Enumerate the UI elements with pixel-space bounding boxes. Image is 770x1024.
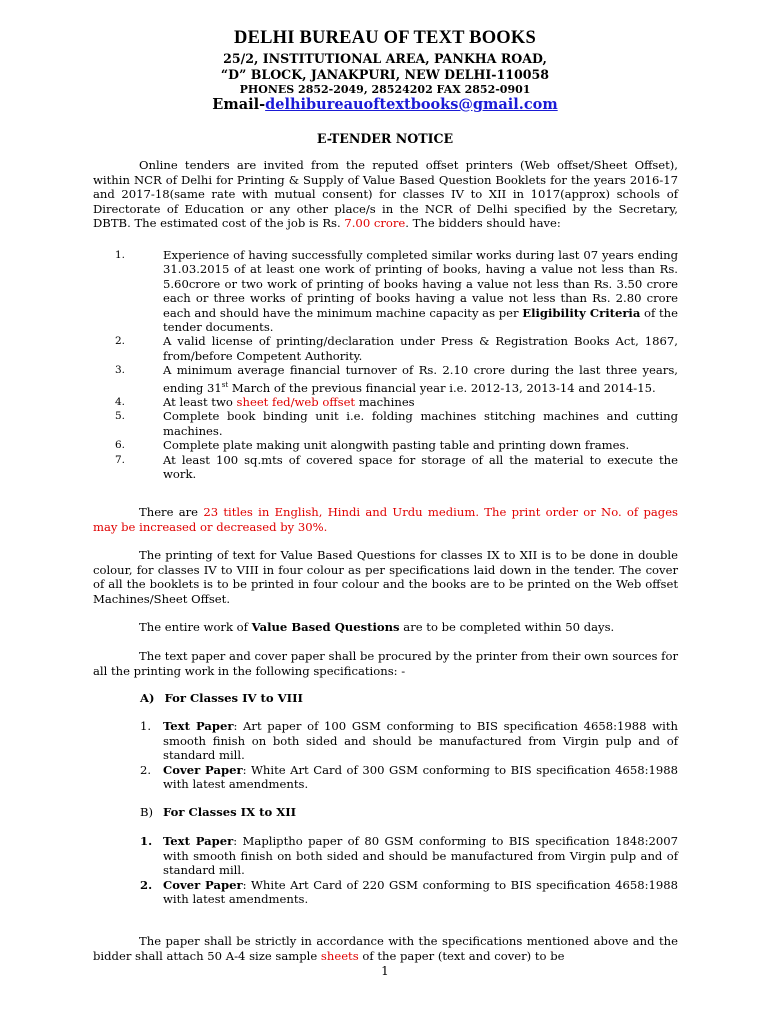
- spec-text: : White Art Card of 220 GSM conforming to BIS specification 4658:1988 with latest amendments.: [163, 877, 678, 907]
- list-item: [93, 453, 678, 482]
- list-number: 4.: [115, 395, 126, 408]
- list-text: machines: [355, 394, 415, 409]
- list-text: A minimum average financial turnover of Rs. 2.10 crore during the last three years, ending 31: [163, 363, 678, 395]
- spec-label: Cover Paper: [163, 877, 243, 892]
- section-title: For Classes IX to XII: [163, 805, 297, 819]
- paragraph-text: of the paper (text and cover) to be: [358, 948, 565, 963]
- spec-text: : Mapliptho paper of 80 GSM conforming to BIS specification 1848:2007 with smooth finish on both sided and should be manufactured from Virgin pulp and of standard mill.: [163, 834, 678, 878]
- notice-title: E-TENDER NOTICE: [316, 131, 454, 146]
- list-text-red: sheet fed/web offset: [236, 394, 356, 409]
- list-item: [140, 763, 678, 792]
- phone-line: PHONES 2852-2049, 28524202 FAX 2852-0901: [239, 83, 531, 96]
- list-item: [140, 719, 678, 763]
- paragraph-text: The paper shall be strictly in accordance with the specifications mentioned above and the bidder shall attach 50 A-4 size sample: [93, 934, 678, 963]
- section-b-list: [140, 834, 678, 907]
- address-line-1: 25/2, INSTITUTIONAL AREA, PANKHA ROAD,: [223, 51, 547, 66]
- section-b-heading: [140, 805, 296, 819]
- spec-text: : Art paper of 100 GSM conforming to BIS specification 4658:1988 with smooth finish on both sided and should be manufactured from Virgin pulp and of standard mill.: [163, 719, 678, 763]
- email-label: Email-: [212, 96, 266, 113]
- paper-paragraph: The text paper and cover paper shall be procured by the printer from their own sources for all the printing work in the following specifications: -: [93, 649, 678, 678]
- superscript: st: [221, 380, 229, 389]
- list-text: Complete plate making unit alongwith pasting table and printing down frames.: [163, 438, 630, 453]
- list-number: 5.: [115, 410, 126, 423]
- email-link[interactable]: delhibureauoftextbooks@gmail.com: [265, 96, 558, 113]
- list-item: [140, 878, 678, 907]
- spec-label: Text Paper: [163, 834, 234, 848]
- section-a-list: [140, 719, 678, 792]
- list-number: 6.: [115, 439, 126, 452]
- section-letter: A): [140, 691, 155, 705]
- estimated-cost: 7.00 crore: [344, 216, 406, 231]
- list-item: [93, 334, 678, 363]
- section-a-heading: [140, 691, 303, 705]
- list-text: A valid license of printing/declaration under Press & Registration Books Act, 1867, from/before Competent Authority.: [163, 334, 678, 363]
- printing-paragraph: The printing of text for Value Based Questions for classes IX to XII is to be done in double colour, for classes IV to VIII in four colour as per specifications laid down in the tender. The cover of all the booklets is to be printed in four colour and the books are to be printed on the Web offset Machines/Sheet Offset.: [93, 548, 678, 606]
- section-letter: B): [140, 805, 154, 819]
- intro-paragraph: [93, 158, 678, 231]
- paragraph-text-red: sheets: [320, 948, 359, 963]
- paragraph-text: The entire work of: [139, 620, 252, 634]
- list-item: [140, 834, 678, 878]
- address-line-2: “D” BLOCK, JANAKPURI, NEW DELHI-110058: [220, 67, 550, 82]
- list-number: 7.: [115, 453, 126, 466]
- completion-paragraph: [93, 620, 678, 635]
- list-number: 2.: [140, 877, 153, 892]
- list-text: At least 100 sq.mts of covered space for storage of all the material to execute the work.: [163, 452, 678, 481]
- list-item: [93, 395, 678, 409]
- list-text-bold: Eligibility Criteria: [522, 305, 641, 320]
- list-text: of the tender documents.: [163, 305, 678, 335]
- list-item: [93, 363, 678, 395]
- eligibility-list: [93, 248, 678, 481]
- intro-text: Online tenders are invited from the reputed offset printers (Web offset/Sheet Offset), within NCR of Delhi for Printing & Supply of Value Based Question Booklets for the years 2016-17 and 2017-18(same rate with mutual consent) for classes IV to XII in 1017(approx) schools of Directorate of Education or any other place/s in the NCR of Delhi specified by the Secretary, DBTB. The estimated cost of the job is Rs.: [93, 158, 678, 231]
- list-item: [93, 248, 678, 334]
- paragraph-text-bold: Value Based Questions: [251, 620, 400, 634]
- org-name: DELHI BUREAU OF TEXT BOOKS: [234, 28, 536, 48]
- list-number: 1.: [140, 834, 153, 848]
- closing-paragraph: [93, 934, 678, 963]
- list-number: 2.: [140, 762, 152, 777]
- list-text: At least two: [163, 394, 237, 409]
- spec-text: : White Art Card of 300 GSM conforming to BIS specification 4658:1988 with latest amendments.: [163, 762, 678, 792]
- section-title: For Classes IV to VIII: [164, 691, 303, 705]
- list-item: [93, 438, 678, 452]
- spec-label: Text Paper: [163, 719, 234, 733]
- list-number: 2.: [115, 335, 126, 348]
- paragraph-text-red: 23 titles in English, Hindi and Urdu medium. The print order or No. of pages may be increased or decreased by 30%.: [93, 505, 679, 534]
- list-item: [93, 409, 678, 438]
- paragraph-text: There are: [139, 505, 204, 519]
- list-text: March of the previous financial year i.e. 2012-13, 2013-14 and 2014-15.: [228, 380, 656, 395]
- titles-paragraph: [93, 505, 678, 534]
- list-text: Complete book binding unit i.e. folding machines stitching machines and cutting machines.: [163, 409, 678, 438]
- list-number: 1.: [115, 249, 126, 261]
- list-number: 3.: [115, 364, 126, 377]
- intro-text-end: . The bidders should have:: [405, 216, 561, 231]
- spec-label: Cover Paper: [163, 762, 243, 777]
- list-text: Experience of having successfully completed similar works during last 07 years ending 31.03.2015 of at least one work of printing of books, having a value not less than Rs. 5.60crore or two work of printing of books having a value not less than Rs. 3.50 crore each or three works of printing of books having a value not less than Rs. 2.80 crore each and should have the minimum machine capacity as per: [163, 248, 678, 320]
- paragraph-text: are to be completed within 50 days.: [399, 620, 615, 634]
- page-number: 1: [381, 964, 389, 978]
- list-number: 1.: [140, 719, 152, 733]
- email-line: [0, 96, 770, 113]
